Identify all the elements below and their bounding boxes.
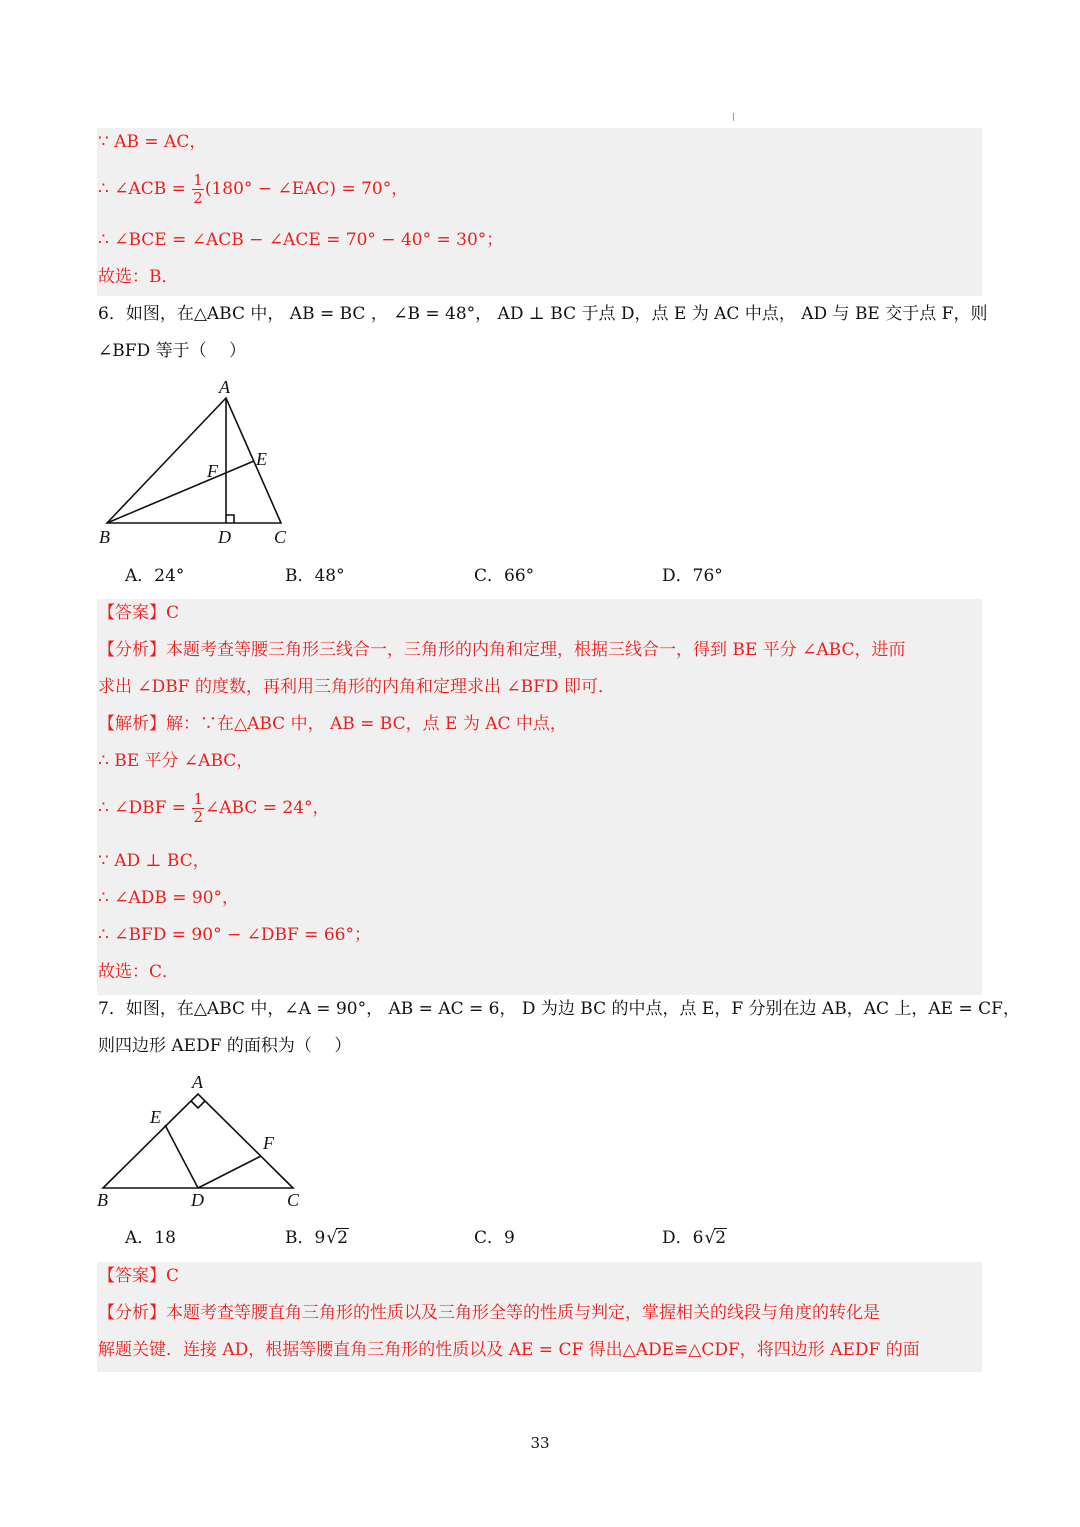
q7-segment-df bbox=[198, 1156, 261, 1188]
q7-label-c: C bbox=[287, 1190, 300, 1210]
q6-option-a[interactable]: A．24° bbox=[125, 566, 185, 586]
q6-label-f: F bbox=[207, 461, 218, 481]
q6-solution-line-6: ∴ ∠BFD = 90° − ∠DBF = 66°； bbox=[98, 925, 371, 945]
fraction: $\frac{1}{2}$ bbox=[193, 171, 203, 207]
q7-right-angle-mark bbox=[191, 1101, 205, 1108]
q6-analysis-line-2: 求出 ∠DBF 的度数，再利用三角形的内角和定理求出 ∠BFD 即可． bbox=[98, 677, 615, 697]
q6-stem-line-2: ∠BFD 等于（ ） bbox=[98, 341, 246, 361]
q6-stem-line-1: 6．如图，在△ABC 中， AB = BC ， ∠B = 48°， AD ⊥ BC 于点 D，点 E 为 AC 中点， AD 与 BE 交于点 F，则 bbox=[98, 304, 988, 324]
q6-solution-line-5: ∴ ∠ADB = 90°， bbox=[98, 888, 240, 908]
q6-label-c: C bbox=[274, 527, 287, 547]
q7-label-a: A bbox=[192, 1072, 203, 1092]
q7-label-d: D bbox=[191, 1190, 204, 1210]
q6-option-b[interactable]: B．48° bbox=[285, 566, 345, 586]
q6-solution-line-2: ∴ BE 平分 ∠ABC， bbox=[98, 751, 254, 771]
header-tick bbox=[733, 113, 734, 121]
q6-triangle-abc bbox=[107, 398, 281, 523]
q6-solution-line-1: 【解析】解：∵在△ABC 中， AB = BC，点 E 为 AC 中点， bbox=[98, 714, 567, 734]
q6-figure bbox=[95, 375, 305, 550]
q6-median-be bbox=[107, 461, 254, 523]
q6-analysis-line-1: 【分析】本题考查等腰三角形三线合一，三角形的内角和定理，根据三线合一，得到 BE 平分 ∠ABC，进而 bbox=[98, 640, 906, 660]
fraction: $\frac{1}{2}$ bbox=[193, 790, 203, 826]
q7-figure bbox=[95, 1070, 310, 1215]
page-number: 33 bbox=[530, 1434, 550, 1452]
q7-label-f: F bbox=[263, 1133, 274, 1153]
q7-segment-ed bbox=[165, 1125, 198, 1188]
q6-label-d: D bbox=[218, 527, 231, 547]
q6-label-a: A bbox=[219, 377, 230, 397]
q6-label-b: B bbox=[99, 527, 110, 547]
q7-label-e: E bbox=[150, 1107, 161, 1127]
q6-right-angle-mark bbox=[226, 515, 234, 523]
q5-solution-line-1: ∵ AB = AC， bbox=[98, 132, 207, 152]
q7-stem-line-2: 则四边形 AEDF 的面积为（ ） bbox=[98, 1036, 352, 1056]
q7-option-c[interactable]: C．9 bbox=[474, 1228, 515, 1248]
q7-option-b[interactable]: B．9√2 bbox=[285, 1228, 348, 1248]
q7-stem-line-1: 7．如图，在△ABC 中，∠A = 90°， AB = AC = 6， D 为边 BC 的中点，点 E，F 分别在边 AB，AC 上，AE = CF， bbox=[98, 999, 1020, 1019]
q7-option-a[interactable]: A．18 bbox=[125, 1228, 176, 1248]
q7-option-d[interactable]: D．6√2 bbox=[662, 1228, 727, 1248]
q6-option-c[interactable]: C．66° bbox=[474, 566, 535, 586]
q6-solution-line-3: ∴ ∠DBF = $\frac{1}{2}$ ∠ABC = 24°， bbox=[98, 790, 330, 826]
q6-label-e: E bbox=[256, 449, 267, 469]
q5-solution-line-2: ∴ ∠ACB = $\frac{1}{2}$ (180° − ∠EAC) = 70°， bbox=[98, 171, 409, 207]
q6-answer: 【答案】C bbox=[98, 603, 180, 623]
q5-solution-line-3: ∴ ∠BCE = ∠ACB − ∠ACE = 70° − 40° = 30°； bbox=[98, 230, 504, 250]
q7-analysis-line-1: 【分析】本题考查等腰直角三角形的性质以及三角形全等的性质与判定，掌握相关的线段与角度的转化是 bbox=[98, 1303, 880, 1323]
solution-band-q5 bbox=[97, 128, 982, 296]
q7-label-b: B bbox=[97, 1190, 108, 1210]
q5-solution-line-4: 故选：B． bbox=[98, 267, 179, 287]
q7-analysis-line-2: 解题关键．连接 AD，根据等腰直角三角形的性质以及 AE = CF 得出△ADE≌△CDF，将四边形 AEDF 的面 bbox=[98, 1340, 920, 1360]
q6-option-d[interactable]: D．76° bbox=[662, 566, 723, 586]
q7-answer: 【答案】C bbox=[98, 1266, 180, 1286]
q6-solution-line-4: ∵ AD ⊥ BC， bbox=[98, 851, 210, 871]
q6-solution-line-7: 故选：C． bbox=[98, 962, 180, 982]
